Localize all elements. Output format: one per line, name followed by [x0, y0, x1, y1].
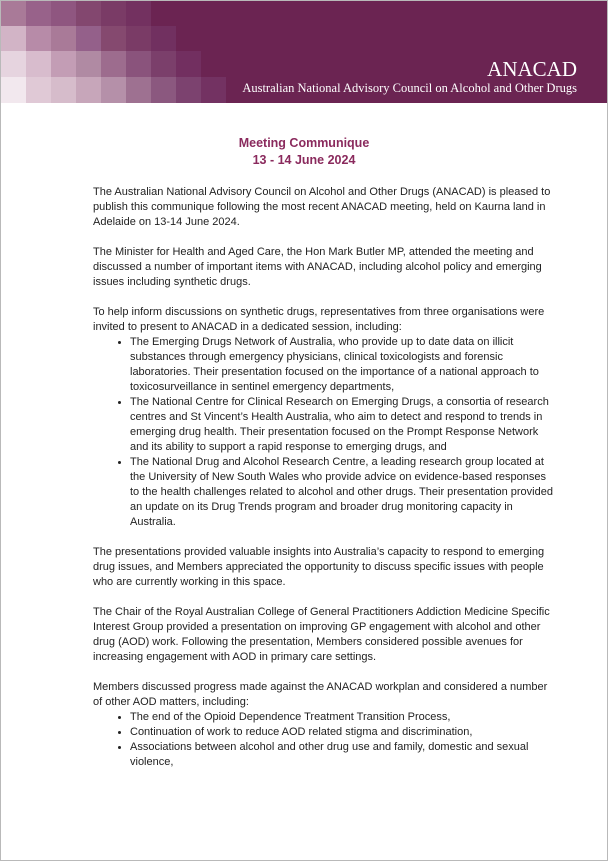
list-item: • The Emerging Drugs Network of Australia, who provide up to date data on illicit substances through emergency physicians, clinical toxicologists and forensic laboratories. Their presentation focused on the importance of a national approach to toxicosurveillance in sentinel emergency departments,	[130, 335, 553, 395]
communique-body	[93, 185, 553, 785]
presenters-list	[93, 335, 553, 530]
paragraph: The Minister for Health and Aged Care, the Hon Mark Butler MP, attended the meeting and discussed a number of important items with ANACAD, including alcohol policy and emerging issues including synthetic drugs.	[93, 246, 542, 288]
list-item: • The end of the Opioid Dependence Treatment Transition Process,	[130, 710, 553, 725]
paragraph: To help inform discussions on synthetic drugs, representatives from three organisations were invited to present to ANACAD in a dedicated session, including:	[93, 306, 545, 333]
list-item: • The National Drug and Alcohol Research Centre, a leading research group located at the University of New South Wales who provide advice on evidence-based responses to the health challenges related to alcohol and other drugs. Their presentation provided an update on its Drug Trends program and broader drug monitoring capacity in Australia.	[130, 455, 553, 530]
list-item: • Associations between alcohol and other drug use and family, domestic and sexual violence,	[130, 740, 553, 770]
list-item: • Continuation of work to reduce AOD related stigma and discrimination,	[130, 725, 553, 740]
matters-list	[93, 710, 553, 770]
meeting-dates: 13 - 14 June 2024	[252, 153, 356, 167]
paragraph: The Australian National Advisory Council on Alcohol and Other Drugs (ANACAD) is pleased to publish this communique following the most recent ANACAD meeting, held on Kaurna land in Adelaide on 13-14 June 2024.	[93, 186, 551, 228]
header-banner	[1, 1, 607, 103]
org-full-name: Australian National Advisory Council on Alcohol and Other Drugs	[242, 81, 577, 95]
org-short-name: ANACAD	[487, 57, 577, 81]
list-item: • The National Centre for Clinical Research on Emerging Drugs, a consortia of research centres and St Vincent’s Health Australia, who aim to detect and respond to trends in emerging drug health. Their presentation focused on the Prompt Response Network and its ability to support a rapid response to emerging drugs, and	[130, 395, 553, 455]
paragraph: Members discussed progress made against the ANACAD workplan and considered a number of other AOD matters, including:	[93, 681, 548, 708]
page-title: Meeting Communique	[238, 136, 370, 150]
paragraph: The presentations provided valuable insights into Australia’s capacity to respond to emerging drug issues, and Members appreciated the opportunity to discuss specific issues with people who are currently working in this space.	[93, 546, 545, 588]
paragraph: The Chair of the Royal Australian College of General Practitioners Addiction Medicine Specific Interest Group provided a presentation on improving GP engagement with alcohol and other drug (AOD) work. Following the presentation, Members considered possible avenues for increasing engagement with AOD in primary care settings.	[93, 606, 550, 663]
